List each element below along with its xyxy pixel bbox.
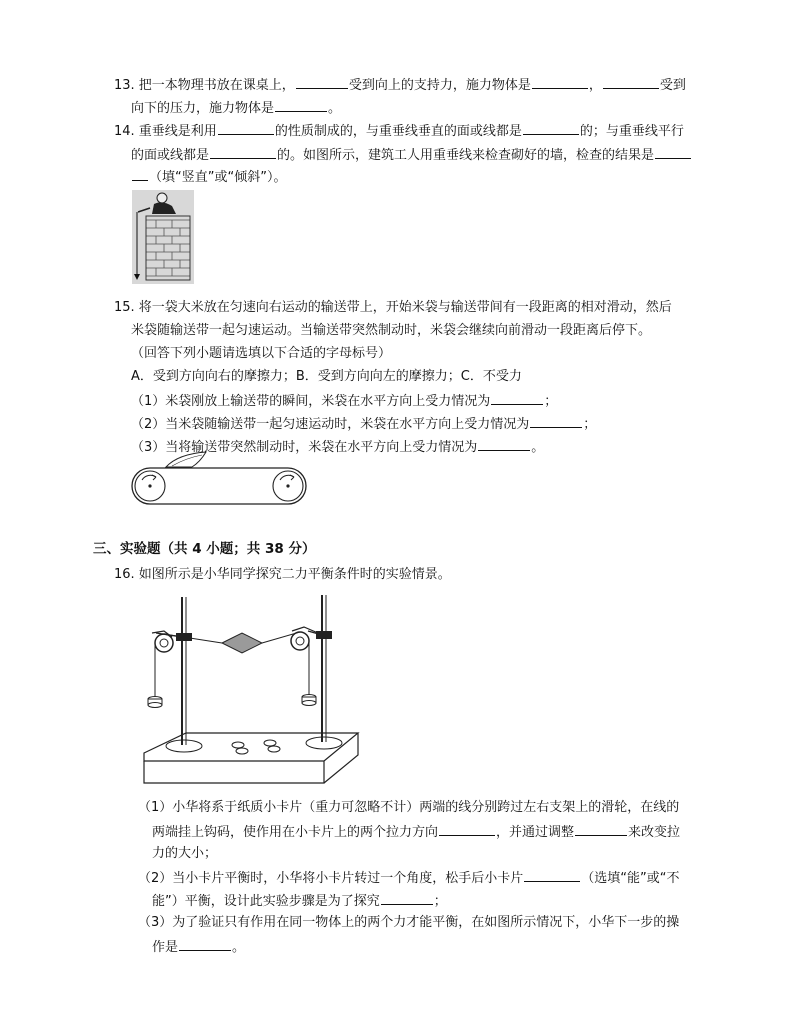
answer-blank bbox=[179, 937, 231, 951]
q14-text: 的性质制成的，与重垂线垂直的面或线都是 bbox=[274, 124, 522, 139]
q15-options: A．受到方向向右的摩擦力；B．受到方向向左的摩擦力；C．不受力 bbox=[131, 369, 522, 384]
q16-part3-line1: （3）为了验证只有作用在同一物体上的两个力才能平衡，在如图所示情况下，小华下一步的操 bbox=[138, 915, 680, 930]
answer-blank bbox=[218, 121, 274, 135]
q15-text: ； bbox=[544, 394, 558, 409]
q14-line1 bbox=[114, 121, 684, 141]
q13-text: 受到 bbox=[659, 78, 686, 93]
q16-text: 作是 bbox=[152, 940, 179, 955]
answer-blank bbox=[603, 75, 659, 89]
q15-line3: （回答下列小题请选填以下合适的字母标号） bbox=[131, 346, 392, 361]
q16-text: ； bbox=[433, 894, 447, 909]
q14-line2 bbox=[131, 145, 692, 165]
q14-text: （填“竖直”或“倾斜”）。 bbox=[149, 170, 287, 185]
q16-text: ，并通过调整 bbox=[496, 825, 575, 840]
q15-line1: 15. 将一袋大米放在匀速向右运动的输送带上，开始米袋与输送带间有一段距离的相对滑动，然后 bbox=[114, 300, 672, 315]
q16-text: 能”）平衡，设计此实验步骤是为了探究 bbox=[152, 894, 380, 909]
answer-blank bbox=[524, 868, 580, 882]
q13-text: 。 bbox=[328, 101, 342, 116]
plumb-line-wall-figure bbox=[132, 190, 194, 284]
q16-text: （2）当小卡片平衡时，小华将小卡片转过一个角度，松手后小卡片 bbox=[138, 871, 524, 886]
q16-part1-line2 bbox=[152, 822, 680, 842]
answer-blank bbox=[132, 167, 148, 181]
q16-text: 。 bbox=[232, 940, 246, 955]
q16-part1-line1: （1）小华将系于纸质小卡片（重力可忽略不计）两端的线分别跨过左右支架上的滑轮，在线的 bbox=[138, 800, 680, 815]
q14-text: 的。如图所示，建筑工人用重垂线来检查砌好的墙，检查的结果是 bbox=[277, 148, 655, 163]
answer-blank bbox=[655, 145, 691, 159]
answer-blank bbox=[575, 822, 627, 836]
q14-text: 14. 重垂线是利用 bbox=[114, 124, 217, 139]
q15-sub2 bbox=[131, 414, 596, 434]
answer-blank bbox=[439, 822, 495, 836]
q15-text: ； bbox=[583, 417, 597, 432]
q15-text: （1）米袋刚放上输送带的瞬间，米袋在水平方向上受力情况为 bbox=[131, 394, 491, 409]
answer-blank bbox=[275, 98, 327, 112]
answer-blank bbox=[381, 891, 433, 905]
q13-text: 13. 把一本物理书放在课桌上， bbox=[114, 78, 295, 93]
q16-part3-line2 bbox=[152, 937, 245, 957]
force-balance-apparatus-figure bbox=[142, 593, 360, 785]
q15-text: 。 bbox=[531, 440, 545, 455]
q16-text: 来改变拉 bbox=[628, 825, 681, 840]
q13-text: 向下的压力，施力物体是 bbox=[131, 101, 275, 116]
q14-text: 的面或线都是 bbox=[131, 148, 210, 163]
q15-text: （2）当米袋随输送带一起匀速运动时，米袋在水平方向上受力情况为 bbox=[131, 417, 530, 432]
section-title: 三、实验题（共 4 小题；共 38 分） bbox=[93, 541, 316, 557]
answer-blank bbox=[530, 414, 582, 428]
q16-text: 两端挂上钩码，使作用在小卡片上的两个拉力方向 bbox=[152, 825, 439, 840]
answer-blank bbox=[296, 75, 348, 89]
q13-text: ， bbox=[588, 78, 602, 93]
conveyor-belt-figure bbox=[126, 450, 312, 506]
q13-text: 受到向上的支持力，施力物体是 bbox=[348, 78, 531, 93]
q14-line3 bbox=[131, 167, 286, 187]
q16-line1: 16. 如图所示是小华同学探究二力平衡条件时的实验情景。 bbox=[114, 567, 451, 582]
q16-part1-line3: 力的大小； bbox=[152, 846, 218, 861]
answer-blank bbox=[210, 145, 276, 159]
answer-blank bbox=[532, 75, 588, 89]
q16-text: （选填“能”或“不 bbox=[581, 871, 680, 886]
q15-sub1 bbox=[131, 391, 557, 411]
q16-part2-line2 bbox=[152, 891, 447, 911]
answer-blank bbox=[491, 391, 543, 405]
q14-text: 的；与重垂线平行 bbox=[579, 124, 684, 139]
q15-text: （3）当将输送带突然制动时，米袋在水平方向上受力情况为 bbox=[131, 440, 478, 455]
answer-blank bbox=[523, 121, 579, 135]
q13-line1 bbox=[114, 75, 686, 95]
q13-line2 bbox=[131, 98, 341, 118]
q16-part2-line1 bbox=[138, 868, 680, 888]
answer-blank bbox=[478, 437, 530, 451]
q15-line2: 米袋随输送带一起匀速运动。当输送带突然制动时，米袋会继续向前滑动一段距离后停下。 bbox=[131, 323, 652, 338]
